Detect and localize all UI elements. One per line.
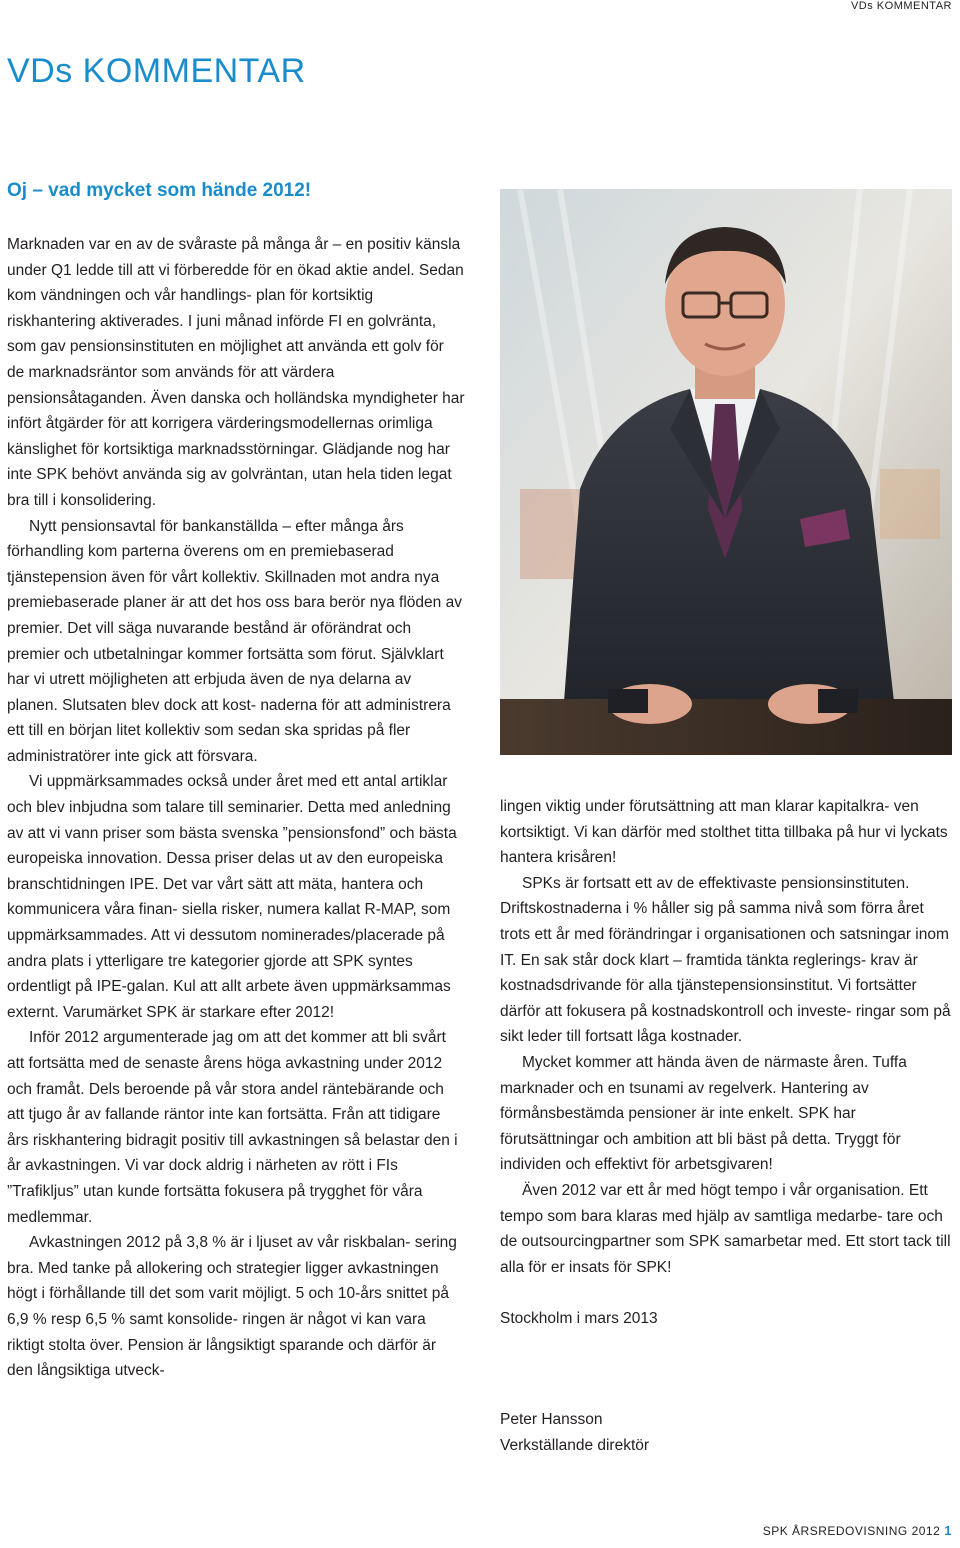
right-text-column xyxy=(500,794,952,1459)
left-text-column xyxy=(7,232,465,1384)
paragraph: Vi uppmärksammades också under året med ett antal artiklar och blev inbjudna som talare till seminarier. Detta med anledning av att vi vann priser som bästa svenska ”pensionsfond” och bästa europeiska innovation. Dessa priser delas ut av den europeiska branschtidningen IPE. Det var vårt sätt att mäta, hantera och kommunicera våra finan- siella risker, numera kallat R-MAP, som uppmärksammades. Att vi dessutom nominerades/placerade på andra plats i ytterligare tre kategorier gjorde att SPK syntes ordentligt på IPE-galan. Kul att allt arbete även uppmärksammas externt. Varumärket SPK är starkare efter 2012! xyxy=(7,773,457,1021)
signature-name: Peter Hansson xyxy=(500,1411,603,1429)
paragraph: SPKs är fortsatt ett av de effektivaste pensionsinstituten. Driftskostnaderna i % håller sig på samma nivå som förra året trots ett år med förändringar i organisationen och satsningar inom IT. En sak står dock klart – framtida tänkta reglerings- krav är kostnadsdrivande för alla tjänstepensionsinstitut. Vi fortsätter därför att fokusera på kostnadskontroll och investe- ringar som på sikt leder till fortsatt låga kostnader. xyxy=(500,874,951,1046)
ceo-portrait-photo xyxy=(500,189,952,755)
portrait-illustration xyxy=(500,189,952,755)
paragraph: Inför 2012 argumenterade jag om att det kommer att bli svårt att fortsätta med de senaste årens höga avkastning under 2012 och framåt. Dels beroende på vår stora andel räntebärande och att tjugo år av fallande räntor inte kan fortsätta. Från att tidigare års riskhantering bidragit positiv till avkastningen så belastar den i år avkastningen. Vi var dock aldrig i närheten av rött i FIs ”Trafikljus” utan kunde fortsätta fokusera på trygghet för våra medlemmar. xyxy=(7,1029,458,1226)
paragraph: Mycket kommer att hända även de närmaste åren. Tuffa marknader och en tsunami av regelverk. Hantering av förmånsbestämda pensioner är inte enkelt. SPK har förutsättningar och ambition att bli bäst på detta. Tryggt för individen och effektivt för arbetsgivaren! xyxy=(500,1053,907,1174)
article-subheading: Oj – vad mycket som hände 2012! xyxy=(7,180,312,201)
page-footer xyxy=(763,1523,952,1538)
paragraph: Nytt pensionsavtal för bankanställda – efter många års förhandling kom parterna överens om en premiebaserad tjänstepension även för vårt kollektiv. Skillnaden mot andra nya premiebaserade planer är att det hos oss bara berör nya flöden av premier. Det vill säga nuvarande bestånd är oförändrat och premier och utbetalningar kommer fortsätta som förut. Självklart har vi utrett möjligheten att erbjuda även de nya delarna av planen. Slutsaten blev dock att kost- naderna för att administrera ett till en början litet kollektiv som sedan ska spridas på fler administratörer inte gick att försvara. xyxy=(7,517,462,765)
page-number: 1 xyxy=(944,1523,952,1538)
paragraph: Avkastningen 2012 på 3,8 % är i ljuset av vår riskbalan- sering bra. Med tanke på allokering och strategier ligger avkastningen högt i förhållande till det som varit möjligt. 5 och 10-års snittet på 6,9 % resp 6,5 % samt konsolide- ringen är något vi kan vara riktigt stolta över. Pension är långsiktigt sparande och därför är den långsiktiga utveck- xyxy=(7,1234,457,1380)
page-title: VDs KOMMENTAR xyxy=(7,52,306,90)
paragraph: Även 2012 var ett år med högt tempo i vår organisation. Ett tempo som bara klaras med hjälp av samtliga medarbe- tare och de outsourcingpartner som SPK samarbetar med. Ett stort tack till alla för er insats för SPK! xyxy=(500,1181,951,1276)
signature-title: Verkställande direktör xyxy=(500,1437,650,1455)
place-date: Stockholm i mars 2013 xyxy=(500,1309,658,1327)
running-head: VDs KOMMENTAR xyxy=(850,0,952,12)
paragraph: Marknaden var en av de svåraste på många år – en positiv känsla under Q1 ledde till att vi förberedde för en ökad aktie andel. Sedan kom vändningen och vår handlings- plan för kortsiktig riskhantering aktiverades. I juni månad införde FI en golvränta, som gav pensionsinstituten en möjlighet att använda ett golv för de marknadsräntor som används för att värdera pensionsåtaganden. Även danska och holländska myndigheter har infört åtgärder för att korrigera värderingsmodellernas orimliga känslighet för kortsiktiga marknadsstörningar. Glädjande nog har inte SPK behövt använda sig av golvräntan, utan hela tiden legat bra till i konsolidering. xyxy=(7,236,465,509)
footer-label: SPK ÅRSREDOVISNING 2012 xyxy=(762,1524,941,1538)
paragraph: lingen viktig under förutsättning att man klarar kapitalkra- ven kortsiktigt. Vi kan därför med stolthet titta tillbaka på hur vi lyckats hantera krisåren! xyxy=(500,798,948,867)
